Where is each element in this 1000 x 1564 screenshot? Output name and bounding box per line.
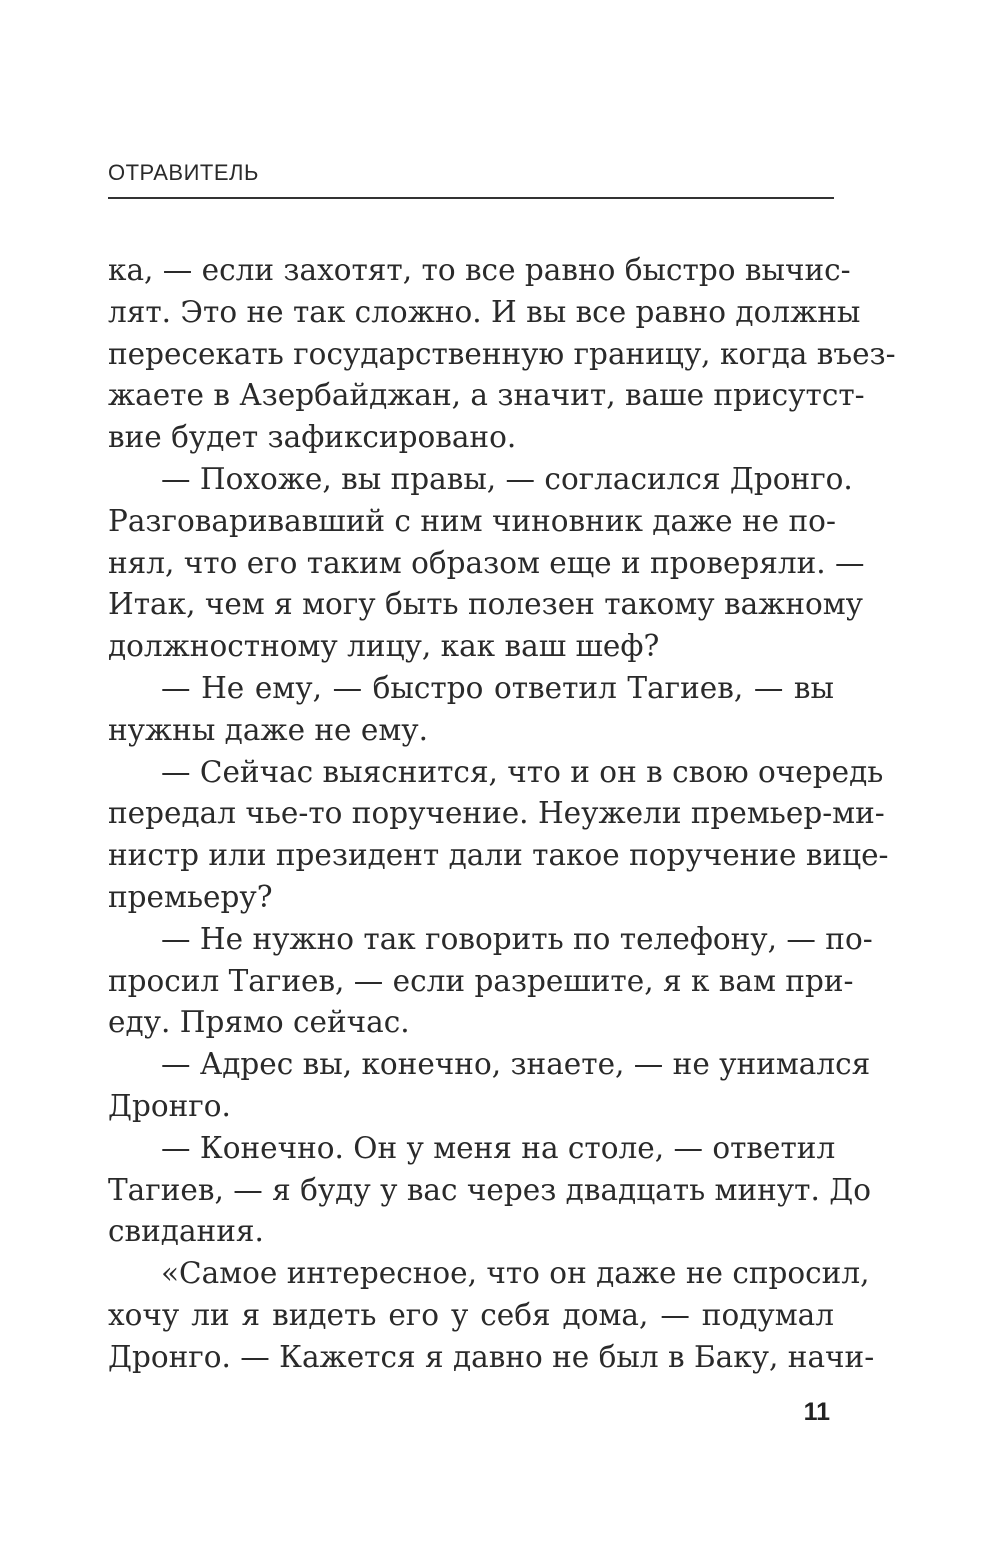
text-line: еду. Прямо сейчас.	[108, 1005, 410, 1040]
text-line: должностному лицу, как ваш шеф?	[108, 629, 660, 664]
text-line: хочу ли я видеть его у себя дома, — подумал	[108, 1297, 834, 1332]
header-divider	[108, 197, 834, 199]
text-line: — Конечно. Он у меня на столе, — ответил	[161, 1130, 836, 1165]
text-line: Дронго.	[108, 1088, 231, 1123]
text-line: пересекать государственную границу, когда въез-	[108, 336, 896, 371]
text-line: — Не нужно так говорить по телефону, — по-	[161, 921, 873, 956]
text-line: нял, что его таким образом еще и проверяли. —	[108, 545, 865, 580]
text-line: премьеру?	[108, 879, 273, 914]
text-line: свидания.	[108, 1214, 264, 1249]
running-head-title: ОТРАВИТЕЛЬ	[108, 160, 259, 185]
text-line: — Сейчас выяснится, что и он в свою очередь	[161, 754, 884, 789]
text-line: лят. Это не так сложно. И вы все равно должны	[108, 294, 861, 329]
text-line: ка, — если захотят, то все равно быстро вычис-	[108, 253, 851, 287]
text-line: «Самое интересное, что он даже не спросил,	[161, 1256, 870, 1291]
text-line: передал чье-то поручение. Неужели премьер-ми-	[108, 796, 885, 831]
text-line: Тагиев, — я буду у вас через двадцать минут. До	[108, 1172, 871, 1207]
text-line: жаете в Азербайджан, а значит, ваше присутст-	[108, 378, 865, 413]
body-text	[108, 250, 896, 1379]
text-line: Разговаривавший с ним чиновник даже не по-	[108, 503, 836, 538]
text-line: нужны даже не ему.	[108, 712, 429, 747]
text-line: Итак, чем я могу быть полезен такому важному	[108, 587, 864, 622]
text-line: вие будет зафиксировано.	[108, 420, 517, 455]
text-line: просил Тагиев, — если разрешите, я к вам при-	[108, 963, 854, 998]
text-line: нистр или президент дали такое поручение вице-	[108, 838, 889, 873]
text-line: — Похоже, вы правы, — согласился Дронго.	[161, 461, 853, 496]
text-line: — Адрес вы, конечно, знаете, — не унимался	[161, 1047, 871, 1082]
text-line: — Не ему, — быстро ответил Тагиев, — вы	[161, 670, 834, 705]
page-number: 11	[803, 1398, 830, 1426]
text-line: Дронго. — Кажется я давно не был в Баку, начи-	[108, 1339, 875, 1374]
